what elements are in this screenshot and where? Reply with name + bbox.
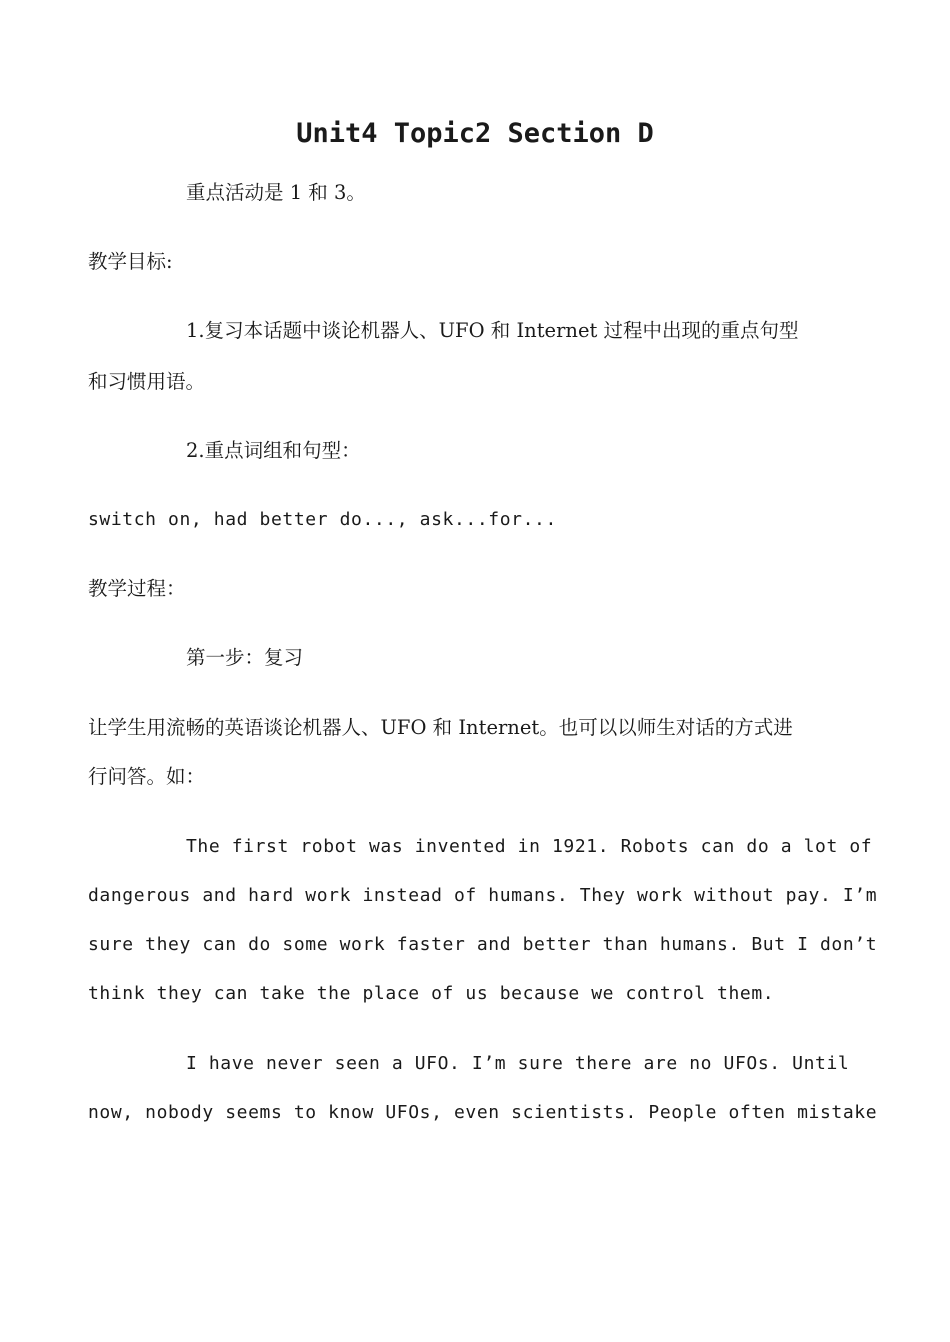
key-activities-text: 重点活动是 1 和 3。 — [186, 181, 366, 204]
paragraph-2-line-2: now, nobody seems to know UFOs, even scientists. People often mistake — [88, 1102, 878, 1123]
paragraph-1-line-3: sure they can do some work faster and better than humans. But I don’t — [88, 934, 878, 955]
document-title: Unit4 Topic2 Section D — [296, 118, 654, 149]
key-phrases-text: switch on, had better do..., ask...for... — [88, 509, 557, 530]
step-1-heading: 第一步：复习 — [186, 646, 304, 669]
paragraph-1-line-1: The first robot was invented in 1921. Robots can do a lot of — [186, 836, 873, 857]
step-1-description-line-2: 行问答。如： — [88, 765, 206, 788]
objectives-heading: 教学目标: — [88, 250, 173, 273]
objective-1-line-2: 和习惯用语。 — [88, 370, 206, 393]
paragraph-2-line-1: I have never seen a UFO. I’m sure there are no UFOs. Until — [186, 1053, 850, 1074]
paragraph-1-line-4: think they can take the place of us because we control them. — [88, 983, 775, 1004]
objective-1-line-1: 1.复习本话题中谈论机器人、UFO 和 Internet 过程中出现的重点句型 — [186, 319, 799, 342]
step-1-description-line-1: 让学生用流畅的英语谈论机器人、UFO 和 Internet。也可以以师生对话的方式进 — [88, 716, 793, 739]
paragraph-1-line-2: dangerous and hard work instead of humans. They work without pay. I’m — [88, 885, 878, 906]
process-heading: 教学过程： — [88, 577, 186, 600]
objective-2-text: 2.重点词组和句型： — [186, 439, 361, 462]
